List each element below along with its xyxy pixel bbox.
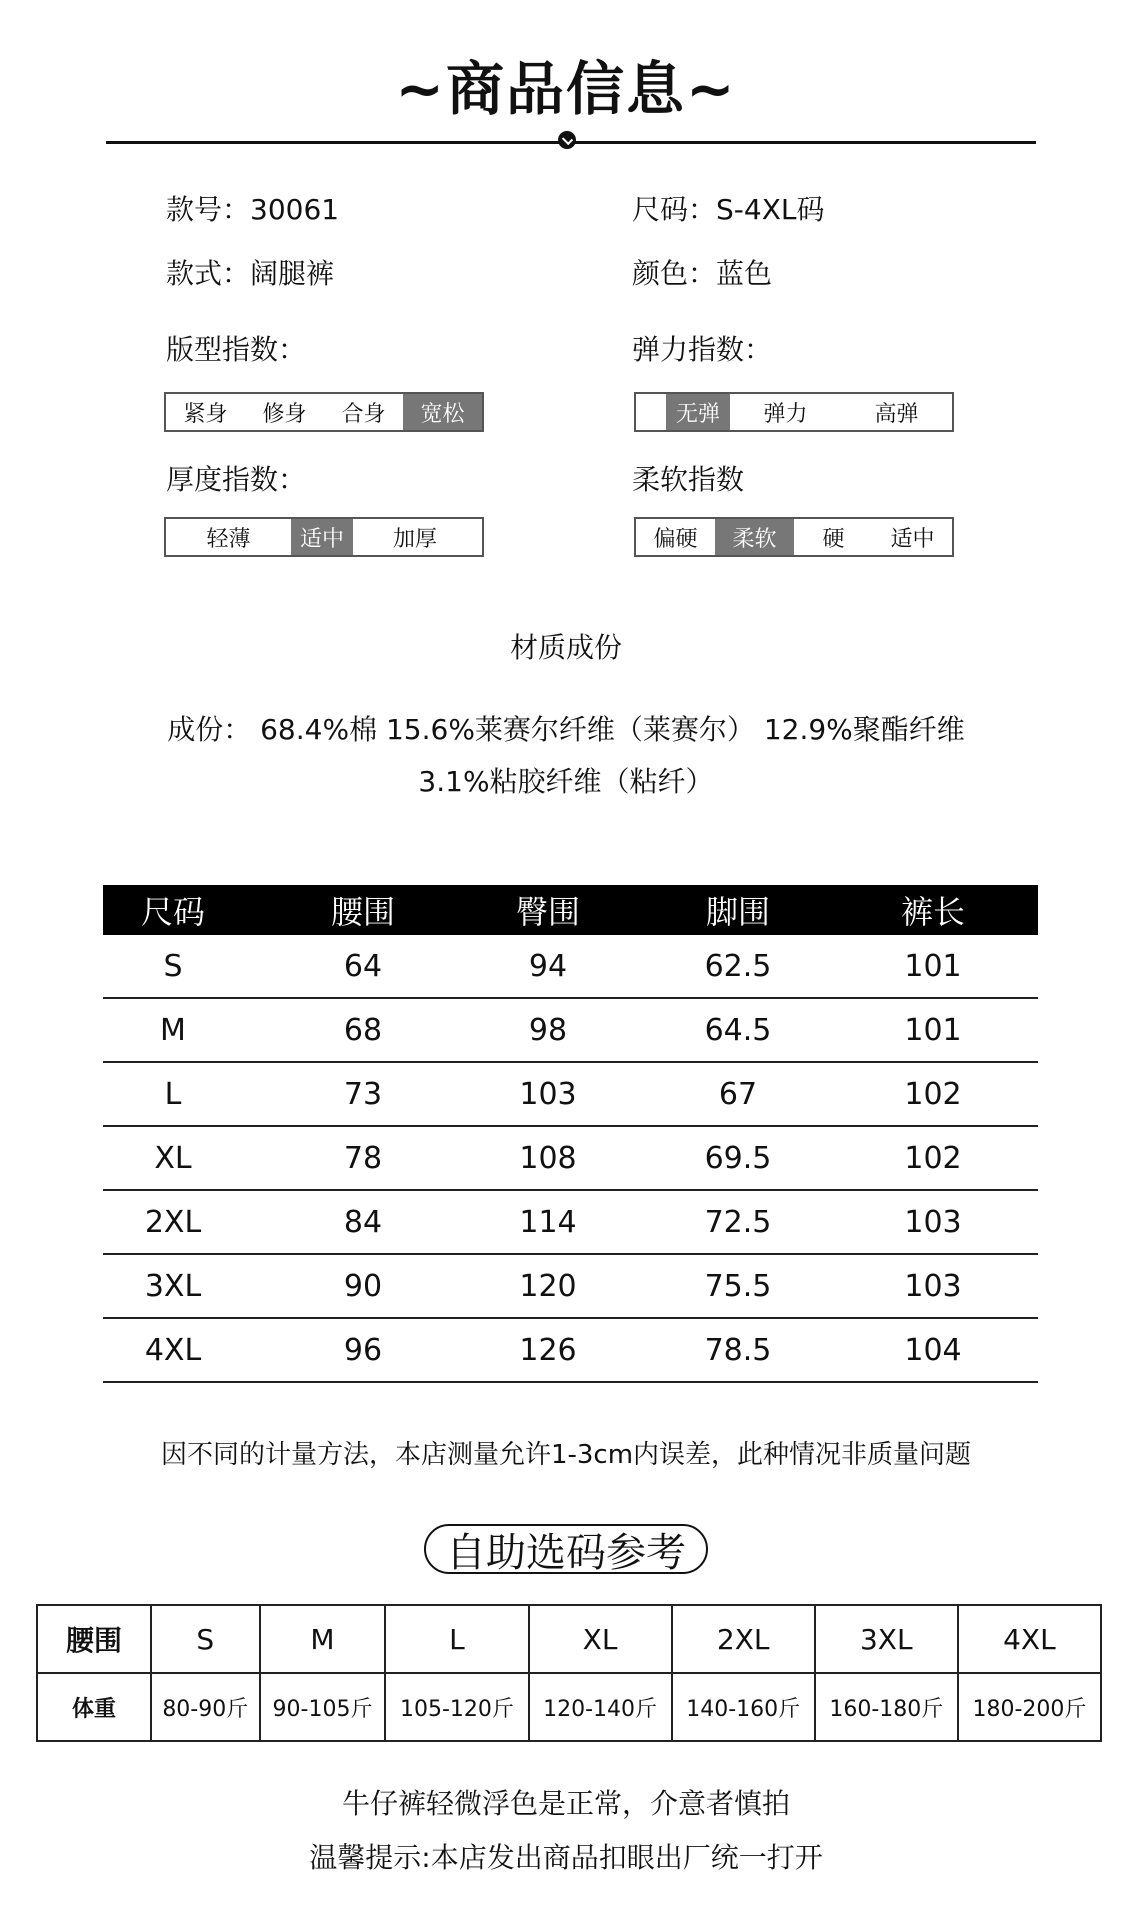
size-cell: 3XL bbox=[815, 1605, 958, 1673]
weight-cell: 180-200斤 bbox=[958, 1673, 1101, 1741]
table-cell: 64 bbox=[343, 948, 383, 984]
table-cell: M bbox=[160, 1012, 186, 1048]
composition-line-1: 成份： 68.4%棉 15.6%莱赛尔纤维（莱赛尔） 12.9%聚酯纤维 bbox=[167, 713, 965, 746]
table-cell: 103 bbox=[904, 1204, 962, 1240]
size-chart-header bbox=[103, 885, 1038, 935]
size-cell: S bbox=[151, 1605, 260, 1673]
table-cell: 2XL bbox=[144, 1204, 202, 1240]
fit-option-selected: 宽松 bbox=[403, 394, 482, 430]
weight-cell: 90-105斤 bbox=[260, 1673, 386, 1741]
table-cell: 101 bbox=[904, 948, 962, 984]
table-cell: 3XL bbox=[144, 1268, 202, 1304]
thickness-option: 加厚 bbox=[392, 526, 437, 552]
size-chart bbox=[103, 885, 1038, 1383]
fit-option: 修身 bbox=[262, 401, 307, 427]
size-cell: L bbox=[385, 1605, 528, 1673]
table-cell: 103 bbox=[519, 1076, 577, 1112]
softness-option-selected: 柔软 bbox=[715, 519, 794, 555]
softness-index-label: 柔软指数 bbox=[632, 463, 745, 496]
fading-notice: 牛仔裤轻微浮色是正常，介意者慎拍 bbox=[341, 1787, 790, 1820]
stretch-index-scale bbox=[634, 392, 954, 432]
header-cell: 尺码 bbox=[140, 893, 205, 931]
table-cell: 75.5 bbox=[704, 1268, 772, 1304]
header-cell: 裤长 bbox=[900, 893, 965, 931]
size-cell: M bbox=[260, 1605, 386, 1673]
weight-cell: 140-160斤 bbox=[672, 1673, 815, 1741]
style-type: 款式：阔腿裤 bbox=[166, 257, 335, 290]
table-row bbox=[103, 1063, 1038, 1127]
table-cell: 98 bbox=[528, 1012, 568, 1048]
style-number: 款号：30061 bbox=[166, 193, 340, 226]
table-row bbox=[103, 1319, 1038, 1383]
softness-option: 硬 bbox=[822, 526, 845, 552]
table-cell: 84 bbox=[343, 1204, 383, 1240]
table-cell: 104 bbox=[904, 1332, 962, 1368]
table-cell: 94 bbox=[528, 948, 568, 984]
table-cell: 72.5 bbox=[704, 1204, 772, 1240]
buttonhole-notice: 温馨提示:本店发出商品扣眼出厂统一打开 bbox=[309, 1841, 823, 1874]
stretch-option: 高弹 bbox=[874, 401, 919, 427]
softness-index-scale bbox=[634, 517, 954, 557]
table-row bbox=[103, 999, 1038, 1063]
table-cell: XL bbox=[154, 1140, 192, 1176]
table-cell: 78.5 bbox=[704, 1332, 772, 1368]
table-cell: 73 bbox=[343, 1076, 383, 1112]
table-cell: 67 bbox=[718, 1076, 758, 1112]
size-cell: 4XL bbox=[958, 1605, 1101, 1673]
measurement-note: 因不同的计量方法，本店测量允许1-3cm内误差，此种情况非质量问题 bbox=[160, 1440, 972, 1470]
size-reference-row bbox=[37, 1605, 1101, 1673]
table-cell: 126 bbox=[519, 1332, 577, 1368]
fit-index-scale bbox=[164, 392, 484, 432]
table-row bbox=[103, 1127, 1038, 1191]
divider-ornament-icon bbox=[558, 131, 576, 149]
table-cell: L bbox=[164, 1076, 182, 1112]
size-range: 尺码：S-4XL码 bbox=[632, 193, 825, 226]
thickness-option-selected: 适中 bbox=[291, 519, 353, 555]
stretch-index-label: 弹力指数： bbox=[632, 333, 773, 366]
table-row bbox=[103, 935, 1038, 999]
table-cell: 102 bbox=[904, 1140, 962, 1176]
table-cell: 90 bbox=[343, 1268, 383, 1304]
size-guide-heading: 自助选码参考 bbox=[424, 1524, 708, 1574]
header-cell: 腰围 bbox=[330, 893, 395, 931]
table-cell: 114 bbox=[519, 1204, 577, 1240]
table-cell: 102 bbox=[904, 1076, 962, 1112]
fit-index-label: 版型指数： bbox=[166, 333, 307, 366]
composition-line-2: 3.1%粘胶纤维（粘纤） bbox=[418, 765, 714, 798]
thickness-index-label: 厚度指数： bbox=[166, 463, 307, 496]
stretch-option-selected: 无弹 bbox=[666, 394, 730, 430]
table-cell: 96 bbox=[343, 1332, 383, 1368]
size-reference-table bbox=[36, 1604, 1102, 1742]
thickness-index-scale bbox=[164, 517, 484, 557]
table-cell: 69.5 bbox=[704, 1140, 772, 1176]
thickness-option: 轻薄 bbox=[206, 526, 251, 552]
stretch-option: 弹力 bbox=[763, 401, 808, 427]
row-label: 体重 bbox=[37, 1673, 151, 1741]
weight-cell: 160-180斤 bbox=[815, 1673, 958, 1741]
softness-option: 偏硬 bbox=[653, 526, 698, 552]
table-row bbox=[103, 1191, 1038, 1255]
fit-option: 合身 bbox=[341, 401, 386, 427]
table-cell: 4XL bbox=[144, 1332, 202, 1368]
table-cell: S bbox=[163, 948, 183, 984]
header-cell: 脚围 bbox=[705, 893, 770, 931]
weight-reference-row bbox=[37, 1673, 1101, 1741]
table-cell: 101 bbox=[904, 1012, 962, 1048]
weight-cell: 120-140斤 bbox=[529, 1673, 672, 1741]
fit-option: 紧身 bbox=[183, 401, 228, 427]
size-cell: XL bbox=[529, 1605, 672, 1673]
header-cell: 臀围 bbox=[515, 893, 580, 931]
weight-cell: 105-120斤 bbox=[385, 1673, 528, 1741]
table-cell: 64.5 bbox=[704, 1012, 772, 1048]
table-cell: 78 bbox=[343, 1140, 383, 1176]
softness-option: 适中 bbox=[890, 526, 935, 552]
page-title: ~商品信息~ bbox=[395, 55, 737, 123]
table-cell: 62.5 bbox=[704, 948, 772, 984]
material-heading: 材质成份 bbox=[509, 631, 622, 664]
color: 颜色：蓝色 bbox=[632, 257, 773, 290]
table-cell: 120 bbox=[519, 1268, 577, 1304]
table-cell: 108 bbox=[519, 1140, 577, 1176]
table-cell: 103 bbox=[904, 1268, 962, 1304]
weight-cell: 80-90斤 bbox=[151, 1673, 260, 1741]
size-cell: 2XL bbox=[672, 1605, 815, 1673]
table-row bbox=[103, 1255, 1038, 1319]
row-label: 腰围 bbox=[37, 1605, 151, 1673]
table-cell: 68 bbox=[343, 1012, 383, 1048]
